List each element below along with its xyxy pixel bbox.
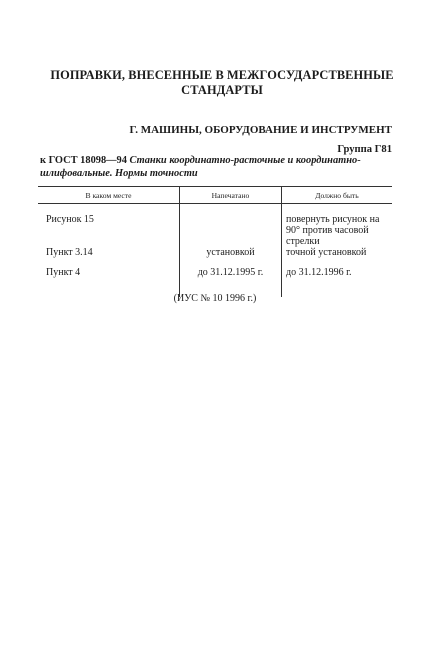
header-should-be: Должно быть (282, 187, 393, 204)
header-printed: Напечатано (180, 187, 282, 204)
title-line-1: ПОПРАВКИ, ВНЕСЕННЫЕ В МЕЖГОСУДАРСТВЕННЫЕ (50, 68, 394, 82)
document-title (30, 68, 414, 98)
cell-should-be: повернуть рисунок на 90° против часовой стрелки (286, 214, 380, 247)
table-row (38, 247, 392, 267)
source-footnote: (ИУС № 10 1996 г.) (173, 293, 257, 304)
header-place: В каком месте (38, 187, 180, 204)
cell-printed: до 31.12.1995 г. (180, 267, 282, 297)
table-row (38, 204, 392, 248)
corrections-table (38, 186, 392, 297)
cell-printed: установкой (180, 247, 282, 267)
cell-should-be: точной установкой (286, 247, 367, 258)
cell-place: Пункт 4 (46, 267, 81, 278)
table-header-row (38, 187, 392, 204)
group-code: Группа Г81 (337, 144, 392, 155)
title-line-2: СТАНДАРТЫ (181, 83, 263, 97)
cell-printed (180, 204, 282, 248)
standard-reference: к ГОСТ 18098—94 (40, 155, 127, 166)
standard-heading (40, 155, 394, 180)
cell-place: Пункт 3.14 (46, 247, 93, 258)
cell-should-be: до 31.12.1996 г. (286, 267, 352, 278)
section-heading: Г. МАШИНЫ, ОБОРУДОВАНИЕ И ИНСТРУМЕНТ (129, 124, 392, 136)
cell-place: Рисунок 15 (46, 214, 94, 225)
standard-title: Станки координатно-расточные и координатно-шлифовальные. Нормы точности (40, 155, 361, 179)
